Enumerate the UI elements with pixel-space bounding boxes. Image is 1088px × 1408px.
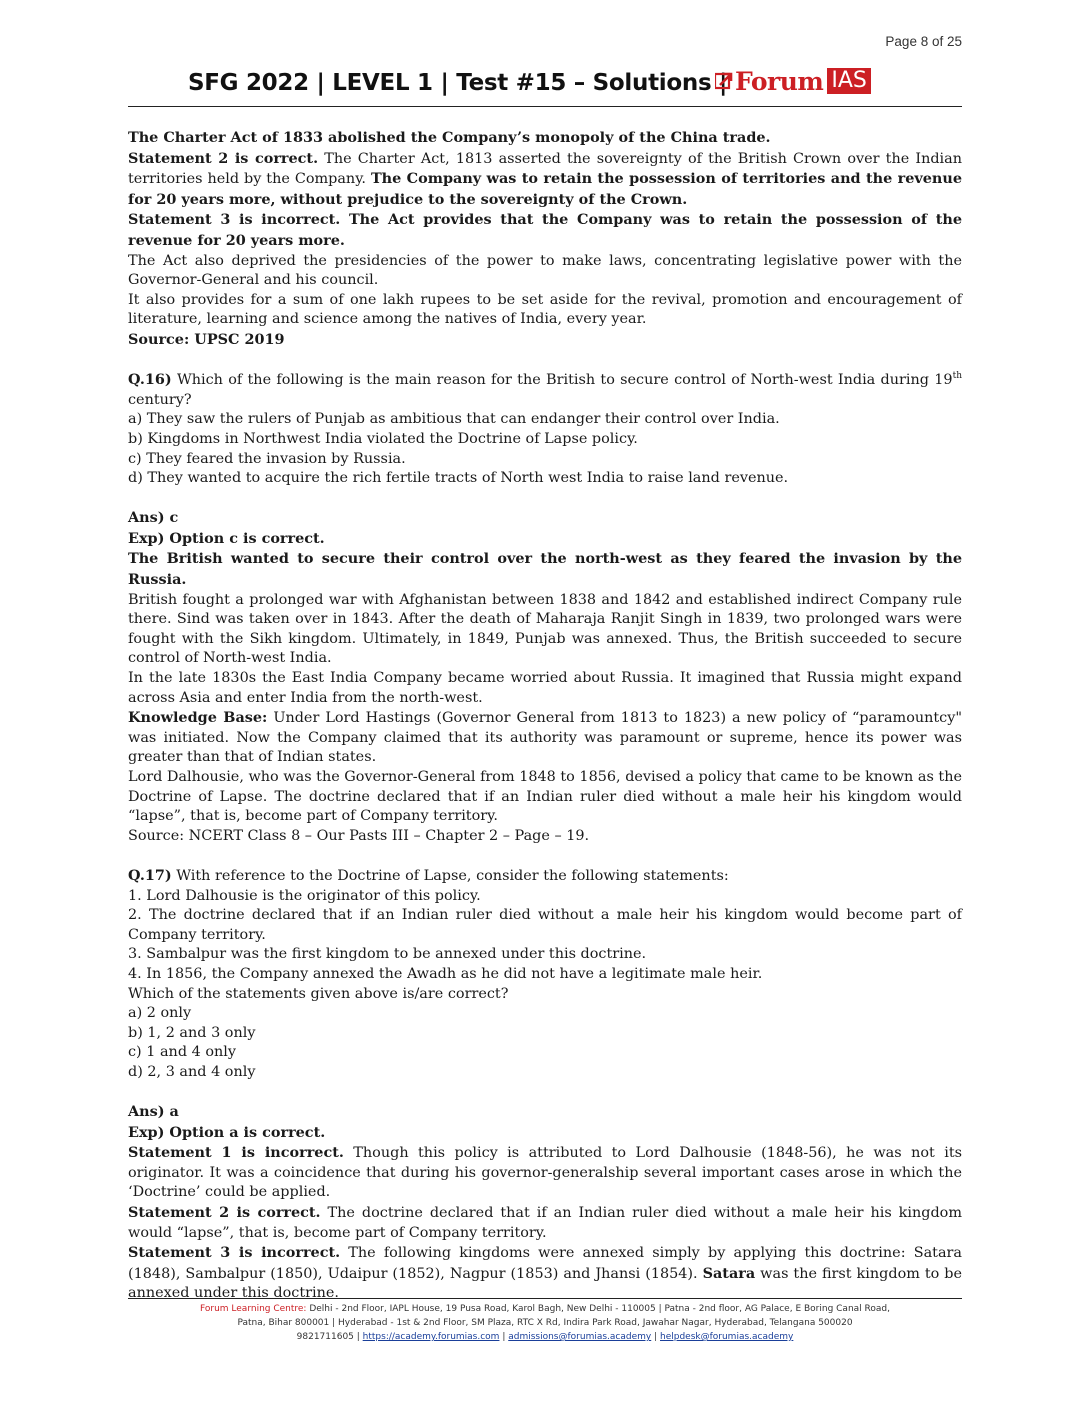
bold-text: Statement 3 is incorrect. [128, 1244, 341, 1262]
body-text: a) 2 only [128, 1005, 192, 1022]
page-header [128, 64, 962, 107]
bold-text: The Company was to retain the possession of territories and the revenue for 20 years more, without prejudice to the sovereignty of the Crown. [128, 170, 962, 208]
bold-text: Statement 1 is incorrect. [128, 1144, 344, 1162]
paragraph [128, 1043, 962, 1063]
bold-text: Satara [702, 1264, 756, 1282]
paragraph [128, 1243, 962, 1304]
logo-forum-text: Forum [735, 66, 824, 96]
body-text: Which of the statements given above is/are correct? [128, 985, 509, 1002]
paragraph [128, 508, 962, 529]
paragraph [128, 1063, 962, 1083]
body-text: 4. In 1856, the Company annexed the Awadh as he did not have a legitimate male heir. [128, 965, 763, 982]
paragraph [128, 708, 962, 768]
paragraph [128, 128, 962, 149]
page-footer [128, 1298, 962, 1344]
paragraph [128, 1004, 962, 1024]
body-text: c) 1 and 4 only [128, 1044, 237, 1061]
body-text: c) They feared the invasion by Russia. [128, 450, 406, 467]
paragraph [128, 469, 962, 489]
bold-text: Q.17) [128, 866, 172, 884]
paragraph [128, 1102, 962, 1123]
paragraph [128, 149, 962, 211]
body-text: b) Kingdoms in Northwest India violated the Doctrine of Lapse policy. [128, 430, 638, 447]
footer-separator: | [651, 1332, 660, 1342]
body-text: The Charter Act, 1813 asserted the sovereignty of the British Crown over the Indian territories held by the Company. [128, 150, 962, 188]
footer-phone: 9821711605 | [296, 1332, 363, 1342]
footer-brand: Forum Learning Centre: [200, 1304, 307, 1314]
body-text: The following kingdoms were annexed simply by applying this doctrine: Satara (1848), Sambalpur (1850), Udaipur (1852), Nagpur (1853) and Jhansi (1854). [128, 1245, 962, 1282]
footer-address-line-2: Patna, Bihar 800001 | Hyderabad - 1st & 2nd Floor, SM Plaza, RTC X Rd, Indira Park Road, Jawahar Nagar, Hyderabad, Telangana 500020 [237, 1318, 853, 1328]
body-text: Lord Dalhousie, who was the Governor-General from 1848 to 1856, devised a policy that came to be known as the Doctrine of Lapse. The doctrine declared that if an Indian ruler died without a male heir his kingdom would “lapse”, that is, become part of Company territory. [128, 769, 962, 825]
body-text: British fought a prolonged war with Afghanistan between 1838 and 1842 and established indirect Company rule there. Sind was taken over in 1843. After the death of Maharaja Ranjit Singh in 1839, two prolonged wars were fought with the Sikh kingdom. Ultimately, in 1849, Punjab was annexed. Thus, the British succeeded to secure control of North-west India. [128, 591, 962, 667]
paragraph [128, 410, 962, 430]
paragraph [128, 906, 962, 945]
body-text: Under Lord Hastings (Governor General from 1813 to 1823) a new policy of “paramountcy" was initiated. Now the Company claimed that its authority was paramount or supreme, hence its power was greater than that of Indian states. [128, 710, 962, 766]
bold-text: Ans) c [128, 509, 179, 527]
footer-separator: | [499, 1332, 509, 1342]
page-title: SFG 2022 | LEVEL 1 | Test #15 – Solutions | [188, 70, 728, 96]
body-text: d) 2, 3 and 4 only [128, 1063, 256, 1080]
bold-text: Ans) a [128, 1103, 179, 1121]
bold-text: Knowledge Base: [128, 709, 268, 727]
body-text: The doctrine declared that if an Indian ruler died without a male heir his kingdom would “lapse”, that is, become part of Company territory. [128, 1205, 962, 1241]
body-text: 1. Lord Dalhousie is the originator of this policy. [128, 887, 481, 904]
bold-text: Source: UPSC 2019 [128, 330, 285, 348]
paragraph [128, 1203, 962, 1243]
body-text: b) 1, 2 and 3 only [128, 1024, 256, 1041]
body-text: Source: NCERT Class 8 – Our Pasts III – Chapter 2 – Page – 19. [128, 827, 590, 844]
body-text: Though this policy is attributed to Lord Dalhousie (1848-56), he was not its originator. It was a coincidence that during his governor-generalship several important cases arose in which the ‘Doctrine’ could be applied. [128, 1145, 962, 1201]
paragraph [128, 450, 962, 470]
body-text: Which of the following is the main reason for the British to secure control of North-west India during 19 [171, 372, 953, 389]
paragraph-gap [128, 489, 962, 509]
bold-text: Exp) Option c is correct. [128, 529, 325, 547]
paragraph [128, 430, 962, 450]
bold-text: The Charter Act of 1833 abolished the Company’s monopoly of the China trade. [128, 129, 771, 146]
paragraph [128, 1123, 962, 1144]
paragraph [128, 887, 962, 907]
footer-address-text: Delhi - 2nd Floor, IAPL House, 19 Pusa Road, Karol Bagh, New Delhi - 110005 | Patna - 2nd floor, AG Palace, E Boring Canal Road, [306, 1304, 890, 1314]
paragraph [128, 210, 962, 251]
logo-ias-text: IAS [827, 68, 871, 94]
bold-text: Statement 2 is correct. [128, 1204, 321, 1222]
paragraph [128, 669, 962, 708]
body-text: century? [128, 391, 192, 408]
paragraph [128, 252, 962, 291]
academy-website-link[interactable]: https://academy.forumias.com [362, 1332, 500, 1342]
paragraph [128, 291, 962, 330]
paragraph [128, 965, 962, 985]
bold-text: Exp) Option a is correct. [128, 1123, 326, 1141]
footer-contact-line [128, 1330, 962, 1344]
page-number: Page 8 of 25 [885, 34, 962, 49]
paragraph-gap [128, 1083, 962, 1103]
body-text: d) They wanted to acquire the rich fertile tracts of North west India to raise land revenue. [128, 470, 789, 487]
arrow-up-right-icon [715, 72, 733, 90]
body-text: In the late 1830s the East India Company became worried about Russia. It imagined that Russia might expand across Asia and enter India from the north-west. [128, 670, 962, 706]
paragraph-gap [128, 351, 962, 371]
bold-text: Q.16) [128, 371, 172, 389]
body-text: a) They saw the rulers of Punjab as ambitious that can endanger their control over India. [128, 411, 780, 428]
body-text: The Act also deprived the presidencies of the power to make laws, concentrating legislative power with the Governor-General and his council. [128, 252, 962, 289]
body-text: With reference to the Doctrine of Lapse, consider the following statements: [171, 867, 729, 884]
bold-text: Statement 3 is incorrect. The Act provides that the Company was to retain the possession of the revenue for 20 years more. [128, 211, 962, 249]
footer-address-line-1 [128, 1302, 962, 1316]
paragraph [128, 370, 962, 410]
bold-text: The British wanted to secure their control over the north-west as they feared the invasion by the Russia. [128, 550, 962, 589]
helpdesk-email-link[interactable]: helpdesk@forumias.academy [660, 1332, 794, 1342]
body-text: 3. Sambalpur was the first kingdom to be annexed under this doctrine. [128, 946, 647, 963]
paragraph [128, 529, 962, 550]
body-text: 2. The doctrine declared that if an Indian ruler died without a male heir his kingdom would become part of Company territory. [128, 907, 962, 943]
paragraph [128, 591, 962, 669]
paragraph [128, 866, 962, 887]
paragraph [128, 1024, 962, 1044]
body-text: was the first kingdom to be annexed under this doctrine. [128, 1265, 962, 1302]
paragraph [128, 1143, 962, 1203]
paragraph [128, 985, 962, 1005]
superscript-text: th [952, 371, 962, 382]
paragraph [128, 549, 962, 590]
forumias-logo [715, 64, 871, 98]
paragraph [128, 330, 962, 351]
paragraph-gap [128, 846, 962, 866]
solutions-body [128, 128, 962, 1304]
paragraph [128, 945, 962, 965]
admissions-email-link[interactable]: admissions@forumias.academy [508, 1332, 652, 1342]
paragraph [128, 768, 962, 827]
paragraph [128, 827, 962, 847]
bold-text: Statement 2 is correct. [128, 149, 319, 167]
body-text: It also provides for a sum of one lakh rupees to be set aside for the revival, promotion and encouragement of literature, learning and science among the natives of India, every year. [128, 291, 962, 328]
